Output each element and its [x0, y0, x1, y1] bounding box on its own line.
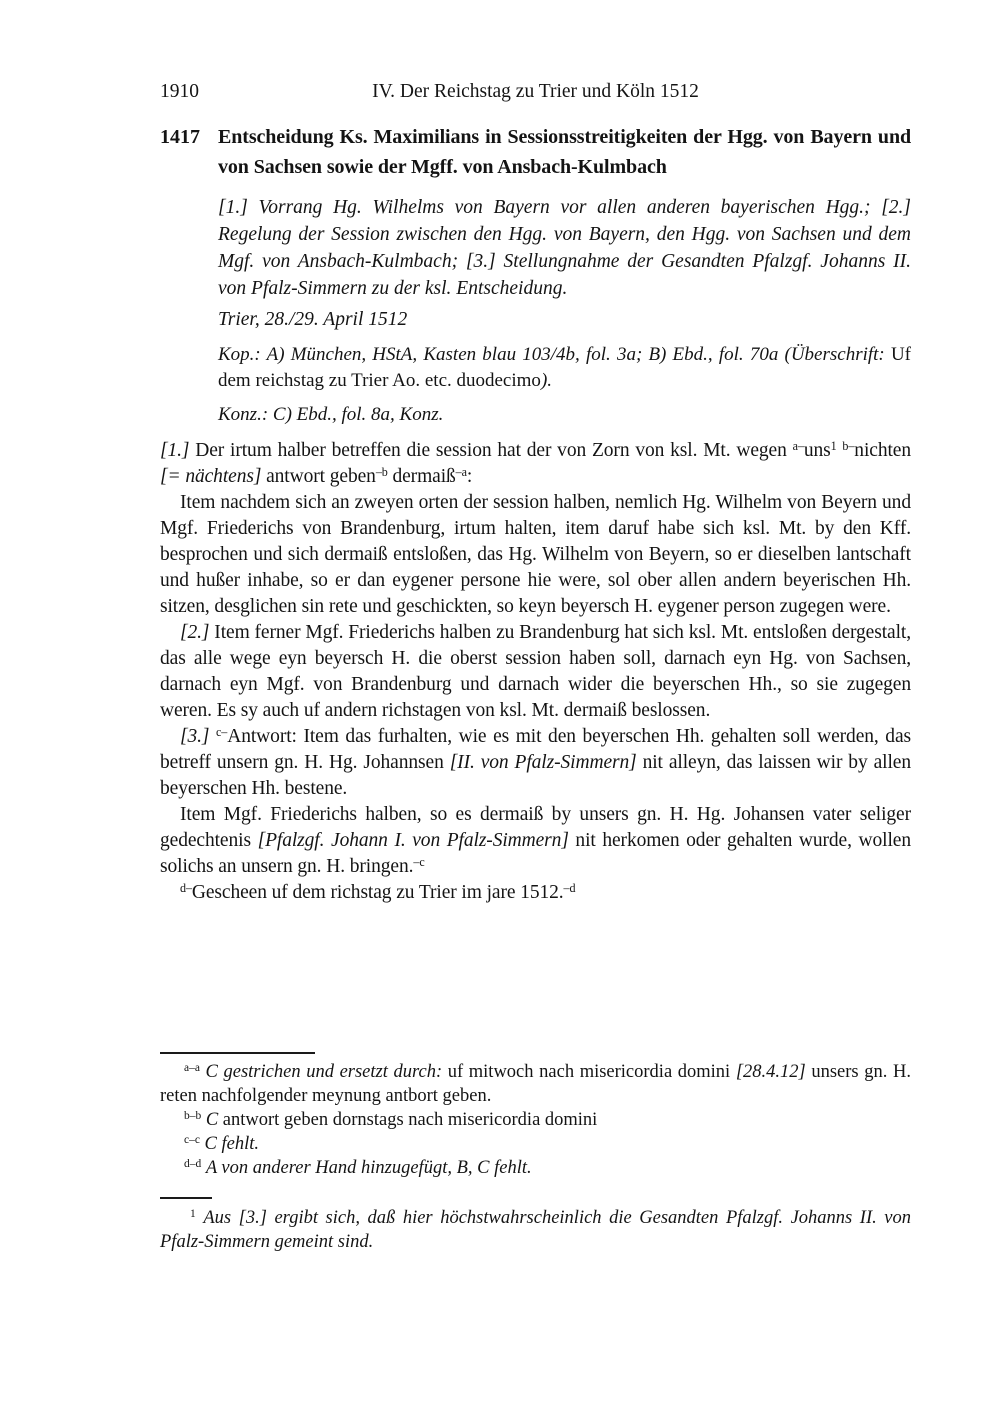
document-body [160, 438, 911, 906]
footnote-letter-c: $^{c-c}$ C fehlt. [184, 1134, 260, 1154]
page-number: 1910 [160, 81, 199, 102]
footnote-section [160, 1052, 911, 1254]
running-title: IV. Der Reichstag zu Trier und Köln 1512 [372, 81, 699, 102]
body-paragraph: [2.] Item ferner Mgf. Friederichs halben zu Brandenburg hat sich ksl. Mt. entsloßen dergestalt, das alle wege eyn beyersch H. die oberst session haben soll, darnach eyn Hg. von Sachsen, darnach eyn Mgf. von Brandenburg und darnach wider die beyerschen Hh., so sie zugegen weren. Es sy auch uf andern richstagen von ksl. Mt. dermaiß beslossen. [160, 622, 911, 721]
source-note-konz: Konz.: C) Ebd., fol. 8a, Konz. [218, 404, 444, 425]
text-block [160, 80, 911, 906]
body-paragraph: $^{d-}$Gescheen uf dem richstag zu Trier im jare 1512.$^{-d}$ [180, 880, 576, 903]
numbered-footnote-separator-rule [160, 1197, 212, 1199]
entry-summary: [1.] Vorrang Hg. Wilhelms von Bayern vor allen anderen bayerischen Hgg.; [2.] Regelung der Session zwischen den Hgg. von Bayern, den Hgg. von Sachsen und dem Mgf. von Ansbach-Kulmbach; [3.] Stellungnahme der Gesandten Pfalzgf. Johanns II. von Pfalz-Simmern zu der ksl. Entscheidung. [218, 197, 911, 299]
body-paragraph: [3.] $^{c-}$Antwort: Item das furhalten, wie es mit den beyerschen Hh. gehalten soll werden, das betreff unsern gn. H. Hg. Johannsen [II. von Pfalz-Simmern] nit alleyn, das laissen wir by allen beyerschen Hh. bestene. [160, 724, 911, 799]
entry-title-block [160, 122, 911, 182]
body-paragraph: Item nachdem sich an zweyen orten der session halben, nemlich Hg. Wilhelm von Beyern und Mgf. Friederichs von Brandenburg, irtum halten, item daruf habe sich ksl. Mt. by den Kff. besprochen und sich dermaiß entsloßen, das Hg. Wilhelm von Beyern, so er dieselben lantschaft und hußer inhabe, so er dan eygener persone hie were, sol ober allen andern beyerischen Hh. sitzen, desglichen sin rete und geschickten, so keyn beyersch H. eygener person zugegen were. [160, 492, 911, 617]
footnote-separator-rule [160, 1052, 315, 1054]
body-paragraph: [1.] Der irtum halber betreffen die session hat der von Zorn von ksl. Mt. wegen $^{a-}$uns$^1$ $^{b-}$nichten [= nächtens] antwort geben$^{-b}$ dermaiß$^{-a}$: [160, 438, 911, 487]
page-header [160, 80, 911, 106]
entry-number: 1417 [160, 126, 200, 148]
footnote-letter-a: $^{a-a}$ C gestrichen und ersetzt durch: uf mitwoch nach misericordia domini [28.4.12] unsers gn. H. reten nachfolgender meynung antbort geben. [160, 1062, 911, 1106]
entry-title: Entscheidung Ks. Maximilians in Sessionsstreitigkeiten der Hgg. von Bayern und von Sachsen sowie der Mgff. von Ansbach-Kulmbach [218, 126, 911, 178]
footnote-1: $^1$ Aus [3.] ergibt sich, daß hier höchstwahrscheinlich die Gesandten Pfalzgf. Johanns II. von Pfalz-Simmern gemeint sind. [160, 1208, 912, 1252]
source-note-kop: Kop.: A) München, HStA, Kasten blau 103/4b, fol. 3a; B) Ebd., fol. 70a (Überschrift: Uf dem reichstag zu Trier Ao. etc. duodecimo). [218, 344, 911, 391]
footnote-letter-b: $^{b-b}$ C antwort geben dornstags nach misericordia domini [184, 1110, 598, 1130]
entry-date-line: Trier, 28./29. April 1512 [218, 309, 408, 330]
body-paragraph: Item Mgf. Friederichs halben, so es dermaiß by unsers gn. H. Hg. Johansen vater seliger gedechtenis [Pfalzgf. Johann I. von Pfalz-Simmern] nit herkomen oder gehalten wurde, wollen solichs an unsern gn. H. bringen.$^{-c}$ [160, 804, 911, 877]
footnote-letter-d: $^{d-d}$ A von anderer Hand hinzugefügt, B, C fehlt. [184, 1158, 532, 1178]
